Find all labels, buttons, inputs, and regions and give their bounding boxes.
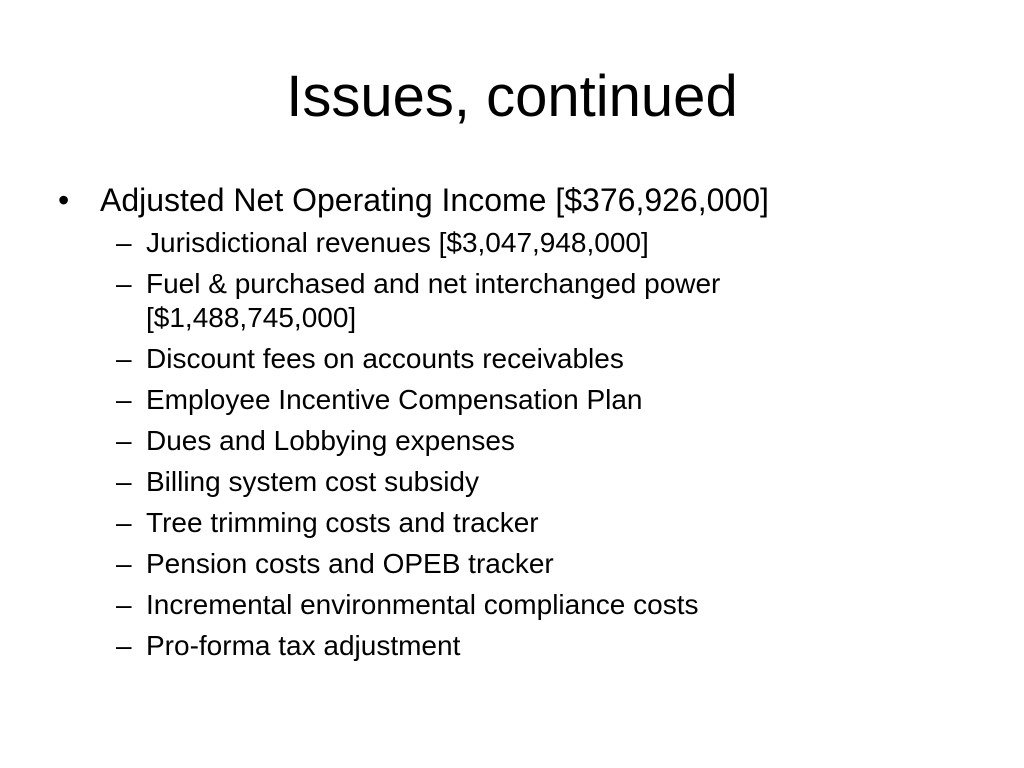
sub-bullet-item xyxy=(116,588,936,622)
sub-bullet-text: Discount fees on accounts receivables xyxy=(146,343,624,374)
sub-bullet-item xyxy=(116,465,936,499)
dash-marker: – xyxy=(116,268,132,299)
sub-bullet-item xyxy=(116,547,936,581)
slide-title: Issues, continued xyxy=(286,64,738,129)
sub-bullet-item xyxy=(116,383,936,417)
sub-bullet-text: Incremental environmental compliance costs xyxy=(146,589,699,620)
sub-bullet-text: Jurisdictional revenues [$3,047,948,000] xyxy=(146,227,649,258)
sub-bullet-text: Tree trimming costs and tracker xyxy=(146,507,539,538)
sub-bullet-text: Pro-forma tax adjustment xyxy=(146,630,461,661)
sub-bullet-text: Fuel & purchased and net interchanged power [$1,488,745,000] xyxy=(146,268,721,333)
sub-bullet-item xyxy=(116,629,936,663)
main-bullet-item xyxy=(58,178,769,222)
sub-bullet-item xyxy=(116,342,936,376)
sub-bullet-text: Billing system cost subsidy xyxy=(146,466,480,497)
sub-bullet-text: Dues and Lobbying expenses xyxy=(146,425,515,456)
sub-bullet-item xyxy=(116,226,936,260)
dash-marker: – xyxy=(116,507,132,538)
sub-bullet-item xyxy=(116,506,936,540)
dash-marker: – xyxy=(116,343,132,374)
dash-marker: – xyxy=(116,466,132,497)
dash-marker: – xyxy=(116,589,132,620)
dash-marker: – xyxy=(116,227,132,258)
sub-bullet-text: Pension costs and OPEB tracker xyxy=(146,548,554,579)
sub-bullet-text: Employee Incentive Compensation Plan xyxy=(146,384,643,415)
bullet-marker: • xyxy=(58,182,70,218)
dash-marker: – xyxy=(116,425,132,456)
dash-marker: – xyxy=(116,630,132,661)
sub-bullet-list xyxy=(116,226,936,670)
sub-bullet-item xyxy=(116,267,886,335)
main-bullet-text: Adjusted Net Operating Income [$376,926,000] xyxy=(100,182,769,218)
dash-marker: – xyxy=(116,384,132,415)
dash-marker: – xyxy=(116,548,132,579)
sub-bullet-item xyxy=(116,424,936,458)
